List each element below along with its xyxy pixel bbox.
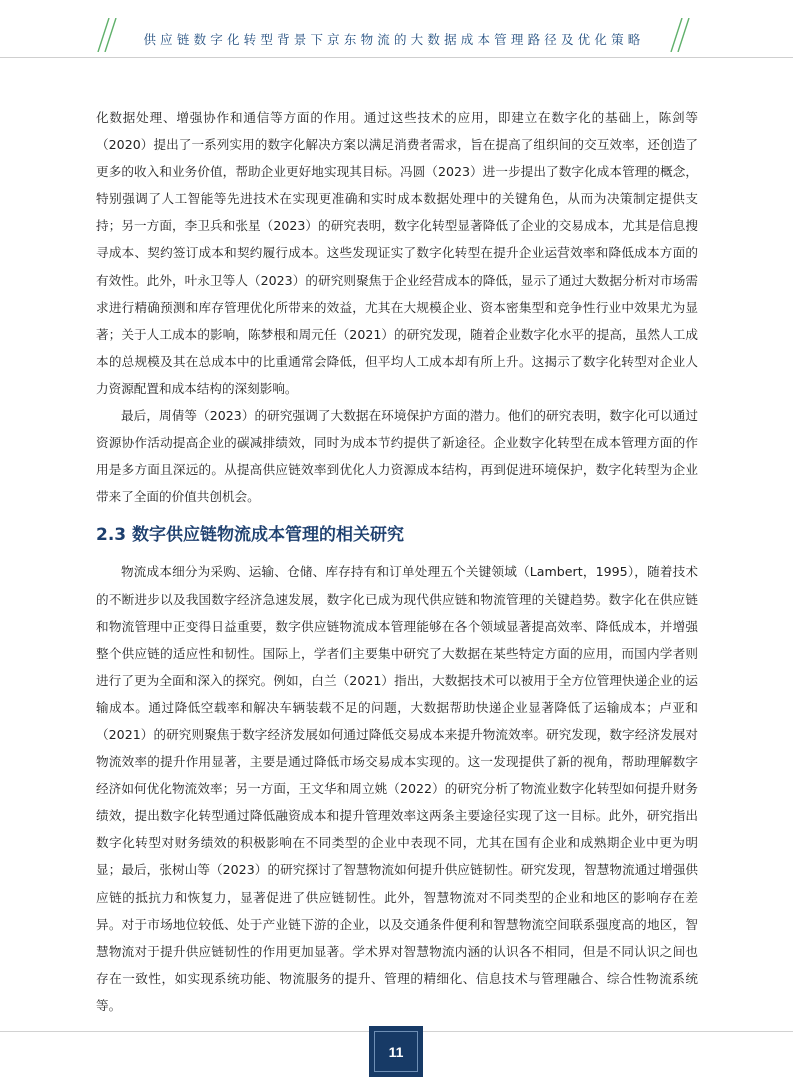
page-number-frame (374, 1031, 418, 1072)
slash-decoration-right (666, 18, 692, 52)
body-paragraph: 最后，周倩等（2023）的研究强调了大数据在环境保护方面的潜力。他们的研究表明，数字化可以通过资源协作活动提高企业的碳减排绩效，同时为成本节约提供了新途径。企业数字化转型在成本管理方面的作用是多方面且深远的。从提高供应链效率到优化人力资源成本结构，再到促进环境保护，数字化转型为企业带来了全面的价值共创机会。 (96, 408, 698, 505)
page-body (96, 104, 698, 1019)
section-heading: 2.3 数字供应链物流成本管理的相关研究 (96, 525, 405, 546)
page-number: 11 (388, 1043, 404, 1060)
page-header (0, 0, 793, 62)
header-divider (0, 57, 793, 58)
running-header-title: 供应链数字化转型背景下京东物流的大数据成本管理路径及优化策略 (143, 32, 645, 47)
slash-decoration-left (96, 18, 122, 52)
page-number-box (369, 1026, 423, 1077)
body-paragraph: 物流成本细分为采购、运输、仓储、库存持有和订单处理五个关键领域（Lambert，1995），随着技术的不断进步以及我国数字经济急速发展，数字化已成为现代供应链和物流管理的关键趋势。数字化在供应链和物流管理中正变得日益重要，数字供应链物流成本管理能够在各个领域显著提高效率、降低成本，并增强整个供应链的适应性和韧性。国际上，学者们主要集中研究了大数据在某些特定方面的应用，而国内学者则进行了更为全面和深入的探究。例如，白兰（2021）指出，大数据技术可以被用于全方位管理快递企业的运输成本。通过降低空载率和解决车辆装载不足的问题，大数据帮助快递企业显著降低了运输成本；卢亚和（2021）的研究则聚焦于数字经济发展如何通过降低交易成本来提升物流效率。研究发现，数字经济发展对物流效率的提升作用显著，主要是通过降低市场交易成本实现的。这一发现提供了新的视角，帮助理解数字经济如何优化物流效率；另一方面，王文华和周立姚（2022）的研究分析了物流业数字化转型如何提升财务绩效，提出数字化转型通过降低融资成本和提升管理效率这两条主要途径实现了这一目标。此外，研究指出数字化转型对财务绩效的积极影响在不同类型的企业中表现不同，尤其在国有企业和成熟期企业中更为明显；最后，张树山等（2023）的研究探讨了智慧物流如何提升供应链韧性。研究发现，智慧物流通过增强供应链的抵抗力和恢复力，显著促进了供应链韧性。此外，智慧物流对不同类型的企业和地区的影响存在差异。对于市场地位较低、处于产业链下游的企业，以及交通条件便利和智慧物流空间联系强度高的地区，智慧物流对于提升供应链韧性的作用更加显著。学术界对智慧物流内涵的认识各不相同，但是不同认识之间也存在一致性，如实现系统功能、物流服务的提升、管理的精细化、信息技术与管理融合、综合性物流系统等。 (96, 564, 698, 1013)
body-paragraph: 化数据处理、增强协作和通信等方面的作用。通过这些技术的应用，即建立在数字化的基础上，陈剑等（2020）提出了一系列实用的数字化解决方案以满足消费者需求，旨在提高了组织间的交互效率，还创造了更多的收入和业务价值，帮助企业更好地实现其目标。冯圆（2023）进一步提出了数字化成本管理的概念，特别强调了人工智能等先进技术在实现更准确和实时成本数据处理中的关键角色，从而为决策制定提供支持；另一方面，李卫兵和张星（2023）的研究表明，数字化转型显著降低了企业的交易成本，尤其是信息搜寻成本、契约签订成本和契约履行成本。这些发现证实了数字化转型在提升企业运营效率和降低成本方面的有效性。此外，叶永卫等人（2023）的研究则聚焦于企业经营成本的降低，显示了通过大数据分析对市场需求进行精确预测和库存管理优化所带来的效益，尤其在大规模企业、资本密集型和竞争性行业中效果尤为显著；关于人工成本的影响，陈梦根和周元任（2021）的研究发现，随着企业数字化水平的提高，虽然人工成本的总规模及其在总成本中的比重通常会降低，但平均人工成本却有所上升。这揭示了数字化转型对企业人力资源配置和成本结构的深刻影响。 (96, 110, 698, 396)
